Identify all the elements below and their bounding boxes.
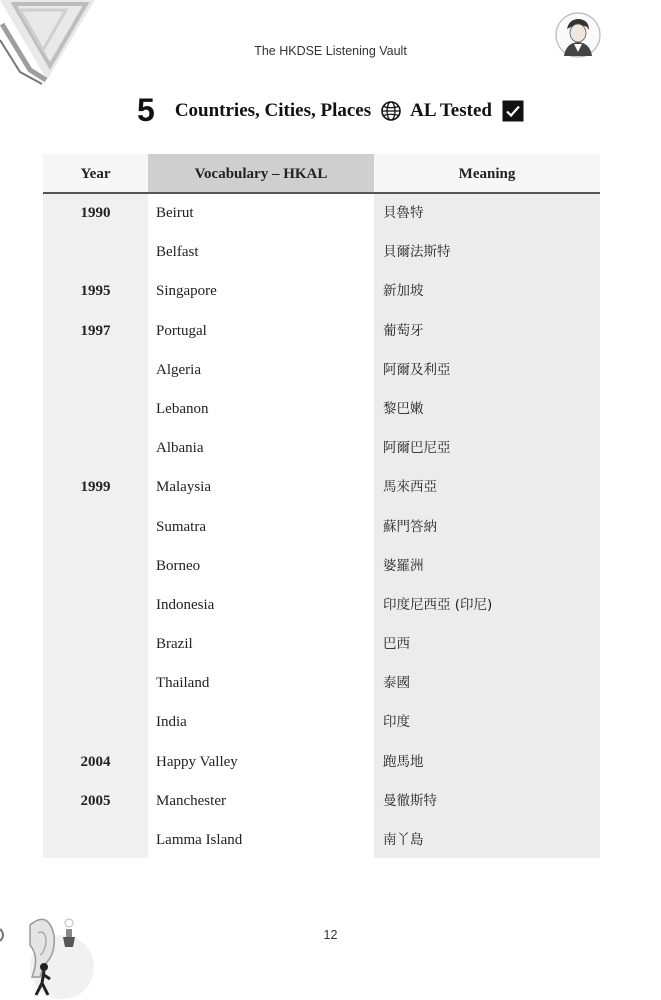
vocab-cell: Belfast xyxy=(156,244,199,261)
year-cell xyxy=(43,390,148,429)
table-row xyxy=(43,664,600,703)
meaning-cell: 貝魯特 xyxy=(383,205,424,221)
year-cell xyxy=(43,625,148,664)
section-number: 5 xyxy=(137,92,155,128)
year-cell: 1990 xyxy=(80,205,111,221)
vocab-cell: Sumatra xyxy=(156,518,206,535)
vocab-cell: Beirut xyxy=(156,205,194,221)
meaning-cell: 巴西 xyxy=(383,636,410,653)
meaning-cell: 馬來西亞 xyxy=(383,479,437,496)
meaning-cell: 阿爾及利亞 xyxy=(383,361,451,378)
globe-icon xyxy=(381,101,401,121)
vocab-cell: Happy Valley xyxy=(156,753,238,770)
table-row xyxy=(43,821,600,860)
year-cell xyxy=(43,821,148,860)
meaning-cell: 南丫島 xyxy=(383,832,424,848)
table-row xyxy=(43,782,600,821)
table-row xyxy=(43,390,600,429)
vocab-cell: Singapore xyxy=(156,283,217,300)
listening-person-icon xyxy=(0,905,100,1000)
meaning-cell: 阿爾巴尼亞 xyxy=(383,440,451,457)
page-number: 12 xyxy=(323,928,338,942)
author-avatar-icon xyxy=(555,12,601,58)
meaning-cell: 跑馬地 xyxy=(383,753,424,770)
year-cell xyxy=(43,703,148,742)
table-row xyxy=(43,429,600,468)
checkbox-checked-icon xyxy=(502,100,524,122)
header-meaning: Meaning xyxy=(374,154,600,192)
header-year: Year xyxy=(43,154,148,192)
table-row xyxy=(43,547,600,586)
table-row xyxy=(43,233,600,272)
meaning-cell: 泰國 xyxy=(383,675,410,692)
table-row xyxy=(43,508,600,547)
section-heading xyxy=(0,92,661,129)
vocab-cell: Brazil xyxy=(156,636,193,653)
vocab-cell: Manchester xyxy=(156,792,226,809)
year-cell xyxy=(43,429,148,468)
meaning-cell: 印度尼西亞 (印尼) xyxy=(383,596,493,613)
running-header: The HKDSE Listening Vault xyxy=(254,44,407,58)
table-row xyxy=(43,625,600,664)
section-title: Countries, Cities, Places xyxy=(174,99,372,121)
table-row xyxy=(43,703,600,742)
table-row xyxy=(43,743,600,782)
year-cell xyxy=(43,547,148,586)
meaning-cell: 蘇門答納 xyxy=(383,518,437,535)
vocabulary-table xyxy=(43,154,600,858)
year-cell xyxy=(43,508,148,547)
vocab-cell: Malaysia xyxy=(156,479,211,496)
vocab-cell: Borneo xyxy=(156,557,201,574)
triangle-logo-icon xyxy=(0,0,95,85)
year-cell: 2004 xyxy=(80,753,111,770)
year-cell: 2005 xyxy=(80,792,111,809)
vocab-cell: India xyxy=(156,714,187,731)
vocab-cell: Algeria xyxy=(156,361,201,378)
meaning-cell: 婆羅洲 xyxy=(383,557,424,574)
meaning-cell: 黎巴嫩 xyxy=(383,400,424,417)
table-row xyxy=(43,468,600,507)
table-row xyxy=(43,312,600,351)
header-vocabulary: Vocabulary – HKAL xyxy=(148,154,374,192)
vocab-cell: Thailand xyxy=(156,675,210,692)
vocab-cell: Portugal xyxy=(156,322,207,339)
vocab-cell: Lebanon xyxy=(156,400,209,417)
meaning-cell: 貝爾法斯特 xyxy=(383,244,451,261)
meaning-cell: 葡萄牙 xyxy=(383,322,424,339)
year-cell: 1997 xyxy=(80,322,111,339)
vocab-cell: Indonesia xyxy=(156,596,215,613)
table-row xyxy=(43,586,600,625)
year-cell xyxy=(43,664,148,703)
table-row xyxy=(43,194,600,233)
year-cell: 1995 xyxy=(80,283,111,300)
meaning-cell: 印度 xyxy=(383,714,410,731)
table-body xyxy=(43,194,600,860)
meaning-cell: 曼徹斯特 xyxy=(383,792,437,809)
year-cell xyxy=(43,351,148,390)
vocab-cell: Lamma Island xyxy=(156,832,243,848)
year-cell: 1999 xyxy=(80,479,111,496)
vocab-cell: Albania xyxy=(156,440,204,457)
year-cell xyxy=(43,586,148,625)
al-tested-label: AL Tested xyxy=(410,99,492,121)
table-row xyxy=(43,351,600,390)
table-row xyxy=(43,272,600,311)
meaning-cell: 新加坡 xyxy=(383,283,424,300)
year-cell xyxy=(43,233,148,272)
